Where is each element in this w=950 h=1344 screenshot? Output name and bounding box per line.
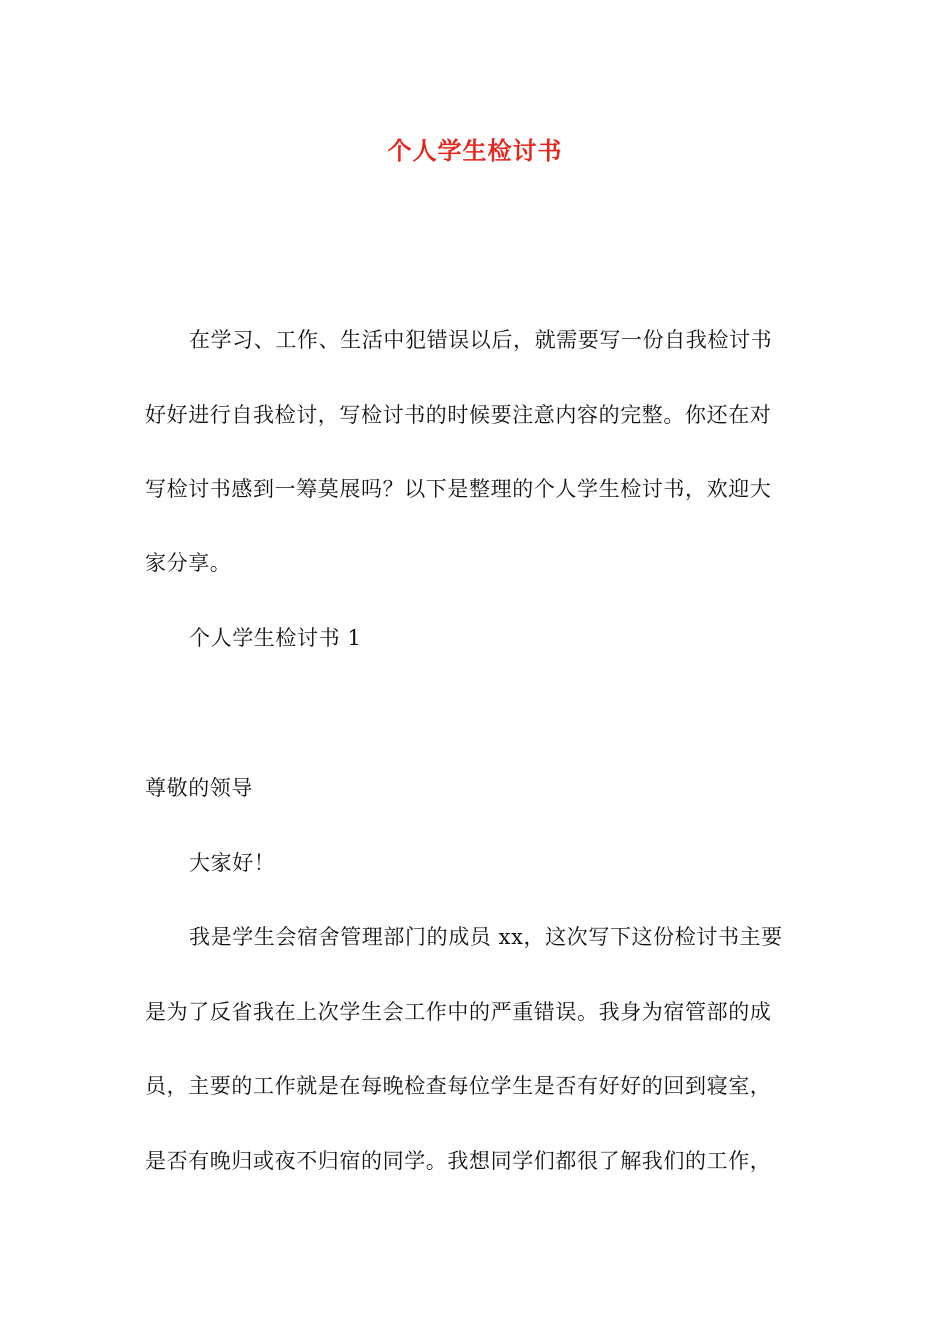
document-title: 个人学生检讨书	[387, 136, 563, 165]
intro-line: 写检讨书感到一筹莫展吗？以下是整理的个人学生检讨书，欢迎大	[145, 477, 772, 501]
intro-line: 家分享。	[145, 551, 232, 575]
salutation: 尊敬的领导	[145, 776, 253, 800]
section-heading: 个人学生检讨书 1	[189, 626, 362, 650]
body-line: 是否有晚归或夜不归宿的同学。我想同学们都很了解我们的工作，	[145, 1149, 772, 1173]
body-line: 是为了反省我在上次学生会工作中的严重错误。我身为宿管部的成	[145, 1000, 772, 1024]
body-line: 员，主要的工作就是在每晚检查每位学生是否有好好的回到寝室，	[145, 1074, 772, 1098]
intro-line: 好好进行自我检讨，写检讨书的时候要注意内容的完整。你还在对	[145, 403, 772, 427]
body-line: 我是学生会宿舍管理部门的成员 xx，这次写下这份检讨书主要	[189, 925, 783, 949]
intro-line: 在学习、工作、生活中犯错误以后，就需要写一份自我检讨书	[189, 328, 773, 352]
greeting: 大家好！	[189, 851, 276, 875]
